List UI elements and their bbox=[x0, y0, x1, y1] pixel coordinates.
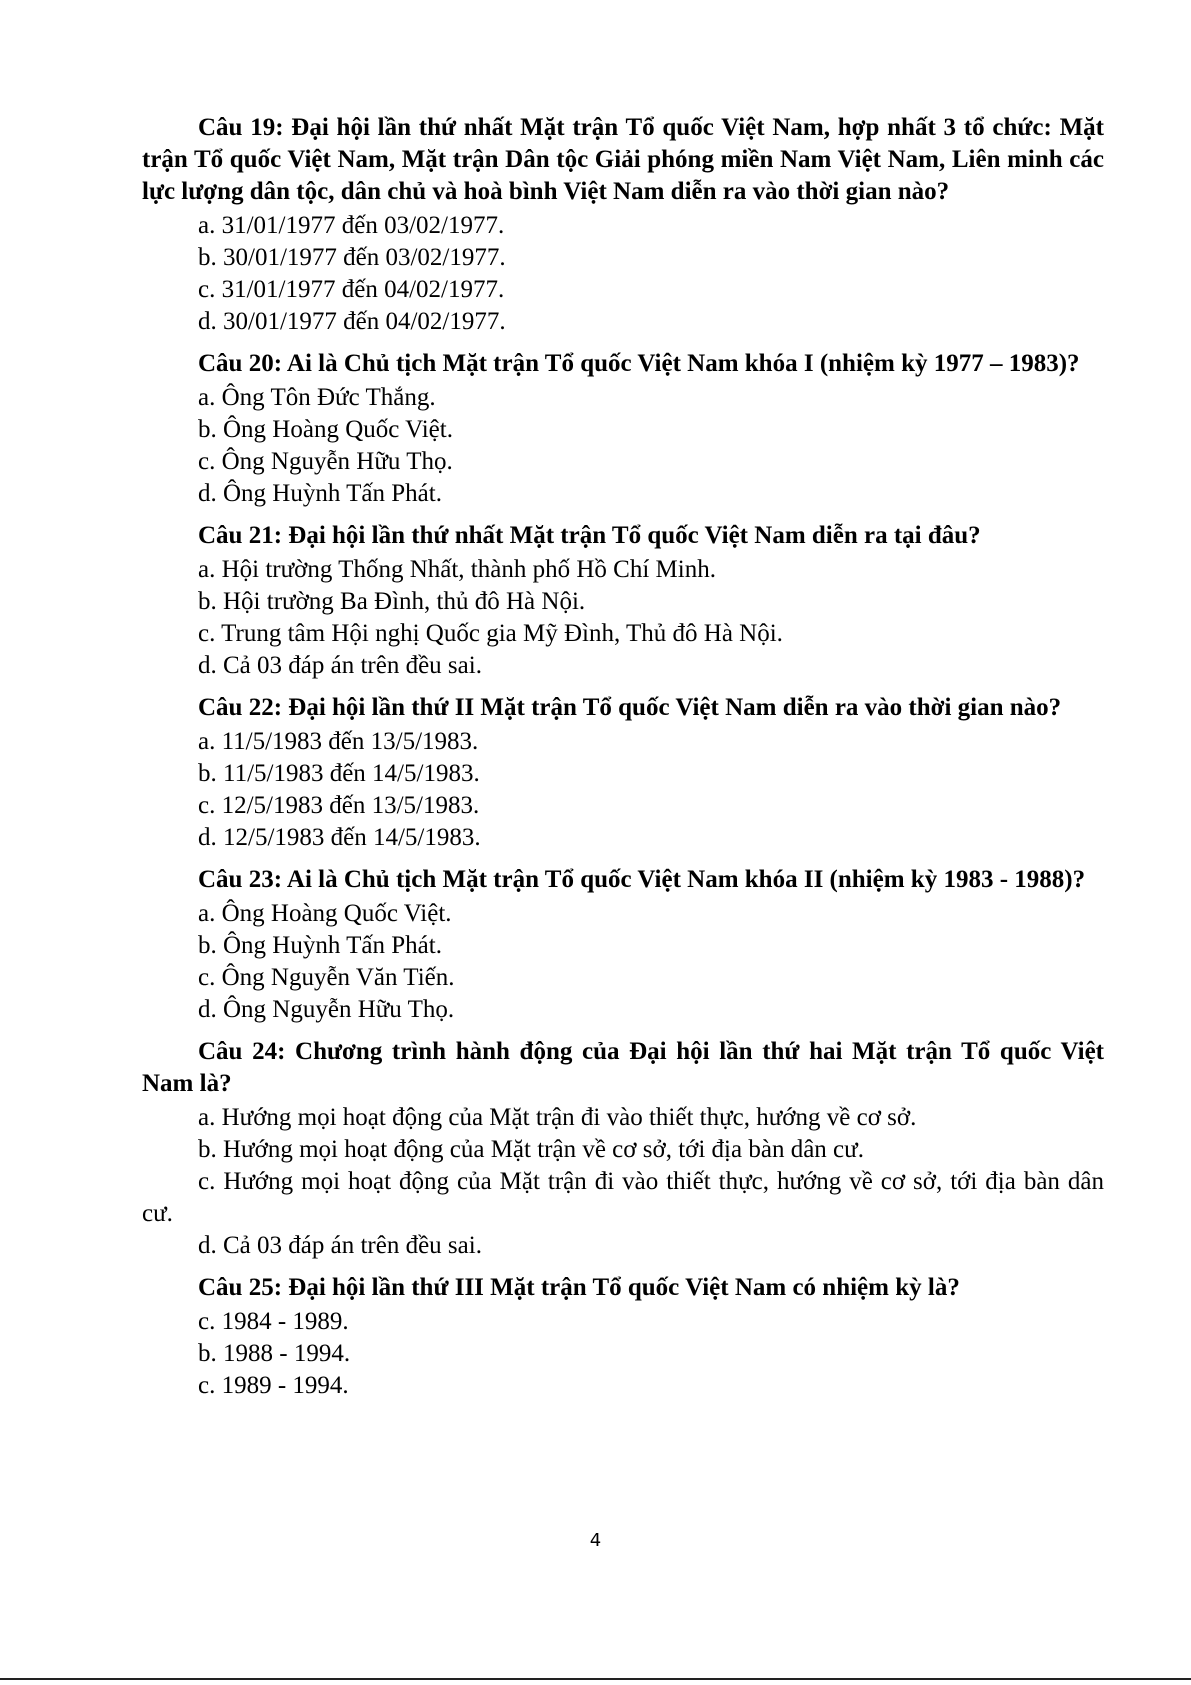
answer-option: a. 31/01/1977 đến 03/02/1977. bbox=[198, 212, 505, 239]
answer-option: b. 1988 - 1994. bbox=[198, 1340, 351, 1367]
page-number: 4 bbox=[589, 1530, 602, 1551]
answer-option: d. Ông Huỳnh Tấn Phát. bbox=[198, 480, 442, 507]
question-title: Câu 19: Đại hội lần thứ nhất Mặt trận Tổ quốc Việt Nam, hợp nhất 3 tổ chức: Mặt trận Tổ quốc Việt Nam, Mặt trận Dân tộc Giải phóng miền Nam Việt Nam, Liên minh các lực lượng dân tộc, dân chủ và hoà bình Việt Nam diễn ra vào thời gian nào? bbox=[142, 114, 1104, 205]
answer-option: a. Hướng mọi hoạt động của Mặt trận đi vào thiết thực, hướng về cơ sở. bbox=[198, 1104, 917, 1131]
answer-option: b. 30/01/1977 đến 03/02/1977. bbox=[198, 244, 506, 271]
answer-option: d. 12/5/1983 đến 14/5/1983. bbox=[198, 824, 481, 851]
question-title: Câu 23: Ai là Chủ tịch Mặt trận Tổ quốc Việt Nam khóa II (nhiệm kỳ 1983 - 1988)? bbox=[198, 866, 1086, 893]
question-list bbox=[142, 112, 1104, 1412]
answer-option: c. Ông Nguyễn Hữu Thọ. bbox=[198, 448, 453, 475]
question-title: Câu 25: Đại hội lần thứ III Mặt trận Tổ quốc Việt Nam có nhiệm kỳ là? bbox=[198, 1274, 960, 1301]
answer-option: b. Ông Hoàng Quốc Việt. bbox=[198, 416, 453, 443]
question-19 bbox=[142, 112, 1104, 338]
answer-option: d. Cả 03 đáp án trên đều sai. bbox=[198, 1232, 482, 1259]
answer-option: d. 30/01/1977 đến 04/02/1977. bbox=[198, 308, 506, 335]
answer-option: a. Ông Hoàng Quốc Việt. bbox=[198, 900, 452, 927]
answer-option: b. Hướng mọi hoạt động của Mặt trận về cơ sở, tới địa bàn dân cư. bbox=[198, 1136, 864, 1163]
question-title: Câu 20: Ai là Chủ tịch Mặt trận Tổ quốc Việt Nam khóa I (nhiệm kỳ 1977 – 1983)? bbox=[198, 350, 1080, 377]
answer-option: a. Hội trường Thống Nhất, thành phố Hồ Chí Minh. bbox=[198, 556, 716, 583]
question-22 bbox=[142, 692, 1104, 854]
answer-option: c. Trung tâm Hội nghị Quốc gia Mỹ Đình, Thủ đô Hà Nội. bbox=[198, 620, 783, 647]
question-25 bbox=[142, 1272, 1104, 1402]
answer-option: c. 1989 - 1994. bbox=[198, 1372, 349, 1399]
answer-option: a. 11/5/1983 đến 13/5/1983. bbox=[198, 728, 479, 755]
question-title: Câu 24: Chương trình hành động của Đại hội lần thứ hai Mặt trận Tổ quốc Việt Nam là? bbox=[142, 1038, 1104, 1097]
question-23 bbox=[142, 864, 1104, 1026]
answer-option: a. Ông Tôn Đức Thắng. bbox=[198, 384, 436, 411]
question-title: Câu 21: Đại hội lần thứ nhất Mặt trận Tổ quốc Việt Nam diễn ra tại đâu? bbox=[198, 522, 981, 549]
footer-divider bbox=[0, 1678, 1191, 1680]
question-21 bbox=[142, 520, 1104, 682]
answer-option: c. 12/5/1983 đến 13/5/1983. bbox=[198, 792, 480, 819]
answer-option: c. Ông Nguyễn Văn Tiến. bbox=[198, 964, 455, 991]
answer-option: c. 1984 - 1989. bbox=[198, 1308, 349, 1335]
answer-option: b. 11/5/1983 đến 14/5/1983. bbox=[198, 760, 480, 787]
answer-option: b. Hội trường Ba Đình, thủ đô Hà Nội. bbox=[198, 588, 586, 615]
question-title: Câu 22: Đại hội lần thứ II Mặt trận Tổ quốc Việt Nam diễn ra vào thời gian nào? bbox=[198, 694, 1062, 721]
answer-option: d. Cả 03 đáp án trên đều sai. bbox=[198, 652, 482, 679]
answer-option: c. Hướng mọi hoạt động của Mặt trận đi vào thiết thực, hướng về cơ sở, tới địa bàn dân cư. bbox=[142, 1168, 1104, 1227]
answer-option: d. Ông Nguyễn Hữu Thọ. bbox=[198, 996, 455, 1023]
question-24 bbox=[142, 1036, 1104, 1262]
answer-option: b. Ông Huỳnh Tấn Phát. bbox=[198, 932, 442, 959]
answer-option: c. 31/01/1977 đến 04/02/1977. bbox=[198, 276, 505, 303]
question-20 bbox=[142, 348, 1104, 510]
